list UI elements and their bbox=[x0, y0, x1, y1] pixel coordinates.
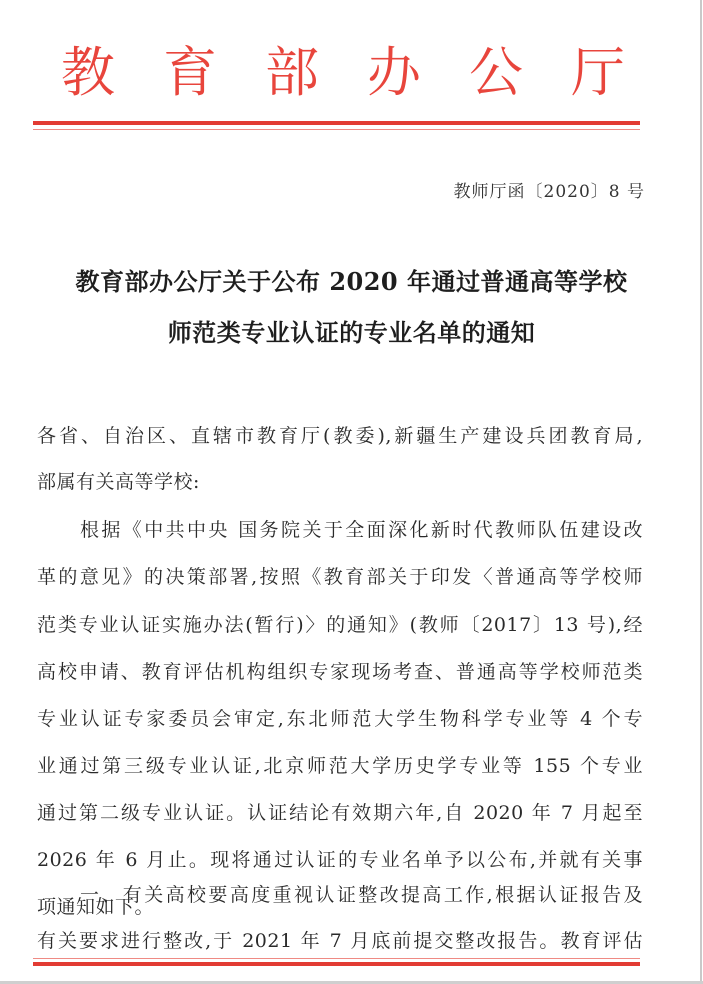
document-number: 教师厅函〔2020〕8 号 bbox=[453, 182, 645, 202]
header-rule-thin bbox=[33, 129, 640, 130]
title-line-2: 师范类专业认证的专业名单的通知 bbox=[167, 318, 536, 347]
issuer-char: 育 bbox=[163, 41, 217, 104]
issuer-char: 公 bbox=[469, 41, 523, 104]
paragraph1-line: 高校申请、教育评估机构组织专家现场考查、普通高等学校师范类 bbox=[37, 661, 643, 683]
header-rule-thick bbox=[33, 121, 640, 125]
salutation-line-1: 各省、自治区、直辖市教育厅(教委),新疆生产建设兵团教育局, bbox=[37, 425, 643, 447]
footer-rule-thick bbox=[33, 962, 640, 966]
footer-rule-thin bbox=[33, 958, 640, 959]
paragraph1-line: 根据《中共中央 国务院关于全面深化新时代教师队伍建设改 bbox=[80, 519, 643, 541]
issuer-char: 办 bbox=[367, 41, 421, 104]
issuer-header bbox=[58, 38, 628, 108]
paragraph2-line: 一、有关高校要高度重视认证整改提高工作,根据认证报告及 bbox=[80, 884, 643, 906]
paragraph1-line: 通过第二级专业认证。认证结论有效期六年,自 2020 年 7 月起至 bbox=[37, 802, 643, 824]
paragraph1-line: 2026 年 6 月止。现将通过认证的专业名单予以公布,并就有关事 bbox=[37, 849, 643, 871]
paragraph2-line: 有关要求进行整改,于 2021 年 7 月底前提交整改报告。教育评估 bbox=[37, 930, 643, 952]
salutation-line-2: 部属有关高等学校: bbox=[37, 471, 200, 493]
paragraph1-line: 革的意见》的决策部署,按照《教育部关于印发〈普通高等学校师 bbox=[37, 566, 643, 588]
page-edge-right bbox=[700, 0, 702, 984]
issuer-char: 教 bbox=[61, 41, 115, 104]
paragraph1-line: 专业认证专家委员会审定,东北师范大学生物科学专业等 4 个专 bbox=[37, 708, 643, 730]
title-line-1: 教育部办公厅关于公布 2020 年通过普通高等学校 bbox=[75, 267, 628, 296]
issuer-char: 部 bbox=[265, 41, 319, 104]
paragraph1-line: 业通过第三级专业认证,北京师范大学历史学专业等 155 个专业 bbox=[37, 755, 643, 777]
issuer-char: 厅 bbox=[571, 41, 625, 104]
paragraph1-line: 范类专业认证实施办法(暂行)〉的通知》(教师〔2017〕13 号),经 bbox=[37, 614, 643, 636]
paragraph1-line: 项通知如下。 bbox=[37, 896, 155, 918]
